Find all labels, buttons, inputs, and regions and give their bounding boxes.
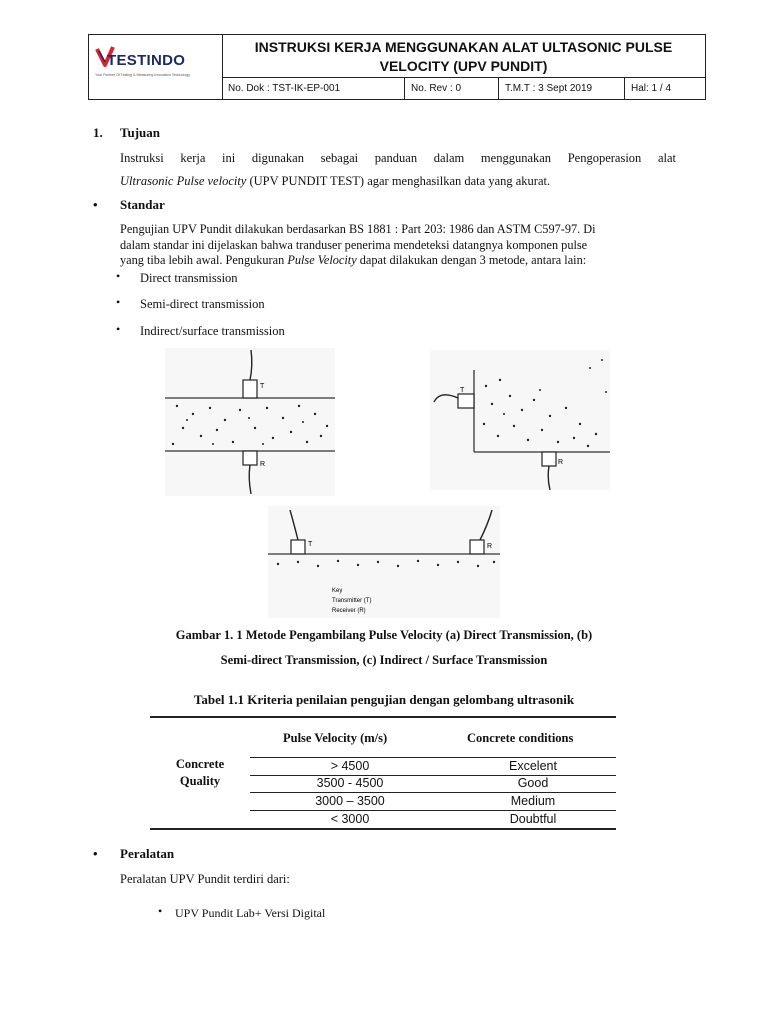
standar-line-1: Pengujian UPV Pundit dilakukan berdasarkan BS 1881 : Part 203: 1986 dan ASTM C597-97. Di — [120, 222, 596, 236]
label-receiver: R — [260, 461, 266, 468]
table-rule — [250, 757, 616, 758]
table-top-rule — [150, 716, 616, 718]
table-cell-velocity: < 3000 — [330, 812, 370, 826]
figure-key-receiver: Receiver (R) — [332, 608, 366, 614]
method-bullet-icon: • — [116, 295, 121, 309]
table-cell-velocity: 3500 - 4500 — [316, 776, 384, 790]
tujuan-text-line-1: Instruksi kerja ini digunakan sebagai panduan dalam menggunakan Pengoperasion alat — [120, 151, 676, 165]
label-transmitter: T — [260, 383, 265, 390]
section-number: 1. — [93, 125, 103, 140]
method-item-2: Semi-direct transmission — [140, 297, 265, 311]
method-item-3: Indirect/surface transmission — [140, 324, 285, 338]
table-rule — [250, 810, 616, 811]
label-transmitter: T — [460, 387, 465, 394]
page-number: Hal: 1 / 4 — [631, 83, 672, 94]
document-title: INSTRUKSI KERJA MENGGUNAKAN ALAT ULTASONIC PULSE VELOCITY (UPV PUNDIT) — [222, 35, 705, 78]
method-bullet-icon: • — [116, 322, 121, 336]
tujuan-text-line-2 — [120, 173, 550, 189]
standar-line-3-pre: yang tiba lebih awal. Pengukuran — [120, 253, 288, 267]
label-transmitter: T — [308, 541, 313, 548]
company-name: TESTINDO — [107, 52, 186, 69]
section-heading-standar: Standar — [120, 197, 165, 212]
label-receiver: R — [487, 543, 493, 550]
document-header — [88, 34, 706, 100]
method-bullet-icon: • — [116, 269, 121, 283]
equipment-item-1: UPV Pundit Lab+ Versi Digital — [175, 906, 326, 920]
peralatan-intro: Peralatan UPV Pundit terdiri dari: — [120, 872, 290, 886]
company-tagline: Your Partner Of Testing & Measuring Innovation Technology — [95, 73, 191, 77]
equipment-bullet-icon: • — [158, 904, 163, 918]
label-receiver: R — [558, 459, 564, 466]
section-heading-peralatan: Peralatan — [120, 846, 175, 861]
table-rule — [250, 792, 616, 793]
figure-direct-transmission — [165, 348, 335, 496]
table-cell-condition: Doubtful — [509, 812, 557, 826]
table-cell-velocity: 3000 – 3500 — [315, 794, 385, 808]
col-header-pulse-velocity: Pulse Velocity (m/s) — [283, 731, 388, 745]
table-cell-velocity: > 4500 — [330, 759, 370, 773]
tujuan-text-rest: (UPV PUNDIT TEST) agar menghasilkan data yang akurat. — [246, 174, 551, 188]
figure-semi-direct-transmission — [430, 350, 610, 490]
logo-cell — [89, 35, 223, 99]
table-cell-condition: Excelent — [509, 759, 557, 773]
standar-line-3-post: dapat dilakukan dengan 3 metode, antara lain: — [356, 253, 587, 267]
figure-indirect-transmission — [268, 506, 500, 618]
row-label-quality: Quality — [179, 774, 221, 788]
standar-line-3 — [120, 252, 586, 268]
standar-line-2: dalam standar ini dijelaskan bahwa tranduser penerima mendeteksi datangnya komponen pulse — [120, 238, 588, 252]
tujuan-italic-term: Ultrasonic Pulse velocity — [120, 174, 247, 188]
bullet: • — [93, 846, 98, 861]
col-header-concrete-conditions: Concrete conditions — [467, 731, 574, 745]
row-label-concrete: Concrete — [175, 757, 225, 771]
standar-line-3-italic: Pulse Velocity — [287, 253, 357, 267]
section-heading-tujuan: Tujuan — [120, 125, 160, 140]
doc-number: No. Dok : TST-IK-EP-001 — [222, 78, 405, 99]
table-bottom-rule — [150, 828, 616, 830]
figure-caption-line-2: Semi-direct Transmission, (c) Indirect / Surface Transmission — [220, 653, 548, 667]
revision-number: No. Rev : 0 — [405, 78, 499, 99]
bullet: • — [93, 197, 98, 212]
table-cell-condition: Medium — [510, 794, 556, 808]
method-item-1: Direct transmission — [140, 271, 238, 285]
figure-key-transmitter: Transmitter (T) — [332, 598, 372, 604]
table-caption: Tabel 1.1 Kriteria penilaian pengujian dengan gelombang ultrasonik — [193, 692, 575, 707]
effective-date: T.M.T : 3 Sept 2019 — [499, 78, 625, 99]
figure-key-title: Key — [332, 588, 343, 594]
table-cell-condition: Good — [517, 776, 549, 790]
figure-caption-line-1: Gambar 1. 1 Metode Pengambilang Pulse Velocity (a) Direct Transmission, (b) — [175, 628, 593, 642]
